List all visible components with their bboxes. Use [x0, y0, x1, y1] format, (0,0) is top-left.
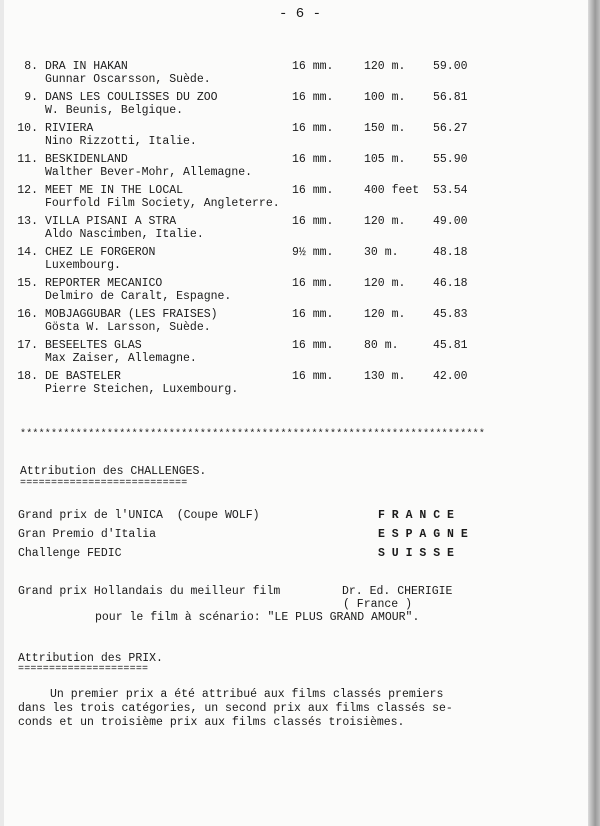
film-title: CHEZ LE FORGERON	[45, 246, 156, 259]
film-score: 45.81	[433, 339, 468, 352]
prizes-heading: Attribution des PRIX.	[18, 652, 163, 665]
film-length: 120 m.	[364, 308, 406, 321]
film-rank: 9.	[24, 91, 38, 104]
film-format: 16 mm.	[292, 308, 334, 321]
film-format: 16 mm.	[292, 277, 334, 290]
page-right-edge	[588, 0, 600, 826]
film-score: 48.18	[433, 246, 468, 259]
film-author: Max Zaiser, Allemagne.	[45, 352, 197, 365]
film-length: 130 m.	[364, 370, 406, 383]
film-format: 16 mm.	[292, 215, 334, 228]
film-rank: 14.	[17, 246, 38, 259]
film-author: Delmiro de Caralt, Espagne.	[45, 290, 232, 303]
star-separator: ***************************************************************************	[20, 429, 486, 440]
film-length: 400 feet	[364, 184, 420, 197]
challenge-label-unica: Grand prix de l'UNICA (Coupe WOLF)	[18, 509, 260, 522]
prizes-underline: =====================	[18, 664, 149, 675]
film-author: Luxembourg.	[45, 259, 121, 272]
film-title: RIVIERA	[45, 122, 94, 135]
challenge-winner-unica: F R A N C E	[378, 509, 454, 522]
film-length: 100 m.	[364, 91, 406, 104]
film-title: MOBJAGGUBAR (LES FRAISES)	[45, 308, 218, 321]
film-format: 9½ mm.	[292, 246, 334, 259]
prizes-text-line-2: dans les trois catégories, un second prix aux films classés se-	[18, 702, 453, 715]
film-format: 16 mm.	[292, 370, 334, 383]
film-title: VILLA PISANI A STRA	[45, 215, 177, 228]
film-title: BESEELTES GLAS	[45, 339, 142, 352]
prizes-text-line-1: Un premier prix a été attribué aux films classés premiers	[50, 688, 444, 701]
film-title: REPORTER MECANICO	[45, 277, 163, 290]
film-rank: 11.	[17, 153, 38, 166]
film-author: Aldo Nascimben, Italie.	[45, 228, 204, 241]
film-format: 16 mm.	[292, 153, 334, 166]
challenge-label-italia: Gran Premio d'Italia	[18, 528, 157, 541]
film-length: 120 m.	[364, 215, 406, 228]
film-format: 16 mm.	[292, 122, 334, 135]
film-length: 120 m.	[364, 60, 406, 73]
film-score: 55.90	[433, 153, 468, 166]
film-length: 105 m.	[364, 153, 406, 166]
dutch-prize-winner: Dr. Ed. CHERIGIE	[342, 585, 453, 598]
film-score: 49.00	[433, 215, 468, 228]
film-author: Gunnar Oscarsson, Suède.	[45, 73, 211, 86]
film-author: Gösta W. Larsson, Suède.	[45, 321, 211, 334]
film-title: DANS LES COULISSES DU ZOO	[45, 91, 218, 104]
film-rank: 10.	[17, 122, 38, 135]
film-author: Pierre Steichen, Luxembourg.	[45, 383, 239, 396]
challenge-label-fedic: Challenge FEDIC	[18, 547, 122, 560]
challenges-underline: ===========================	[20, 478, 188, 489]
page-left-edge	[0, 0, 4, 826]
dutch-prize-label: Grand prix Hollandais du meilleur film	[18, 585, 281, 598]
film-rank: 12.	[17, 184, 38, 197]
film-score: 56.27	[433, 122, 468, 135]
film-rank: 16.	[17, 308, 38, 321]
film-author: Walther Bever-Mohr, Allemagne.	[45, 166, 253, 179]
film-score: 53.54	[433, 184, 468, 197]
prizes-text-line-3: conds et un troisième prix aux films classés troisièmes.	[18, 716, 405, 729]
film-rank: 15.	[17, 277, 38, 290]
dutch-prize-country: ( France )	[343, 598, 413, 611]
film-format: 16 mm.	[292, 184, 334, 197]
film-score: 56.81	[433, 91, 468, 104]
film-author: Fourfold Film Society, Angleterre.	[45, 197, 280, 210]
film-score: 59.00	[433, 60, 468, 73]
film-rank: 18.	[17, 370, 38, 383]
film-length: 120 m.	[364, 277, 406, 290]
film-title: BESKIDENLAND	[45, 153, 128, 166]
page-number: - 6 -	[278, 6, 321, 22]
film-title: DE BASTELER	[45, 370, 121, 383]
film-title: MEET ME IN THE LOCAL	[45, 184, 184, 197]
film-score: 46.18	[433, 277, 468, 290]
film-rank: 13.	[17, 215, 38, 228]
film-length: 30 m.	[364, 246, 399, 259]
film-rank: 8.	[24, 60, 38, 73]
film-length: 80 m.	[364, 339, 399, 352]
film-length: 150 m.	[364, 122, 406, 135]
film-rank: 17.	[17, 339, 38, 352]
challenge-winner-italia: E S P A G N E	[378, 528, 468, 541]
film-author: Nino Rizzotti, Italie.	[45, 135, 197, 148]
film-format: 16 mm.	[292, 60, 334, 73]
film-score: 42.00	[433, 370, 468, 383]
film-title: DRA IN HAKAN	[45, 60, 128, 73]
film-format: 16 mm.	[292, 339, 334, 352]
dutch-prize-film: pour le film à scénario: "LE PLUS GRAND AMOUR".	[95, 611, 420, 624]
challenge-winner-fedic: S U I S S E	[378, 547, 454, 560]
film-author: W. Beunis, Belgique.	[45, 104, 184, 117]
film-format: 16 mm.	[292, 91, 334, 104]
challenges-heading: Attribution des CHALLENGES.	[20, 465, 207, 478]
film-score: 45.83	[433, 308, 468, 321]
